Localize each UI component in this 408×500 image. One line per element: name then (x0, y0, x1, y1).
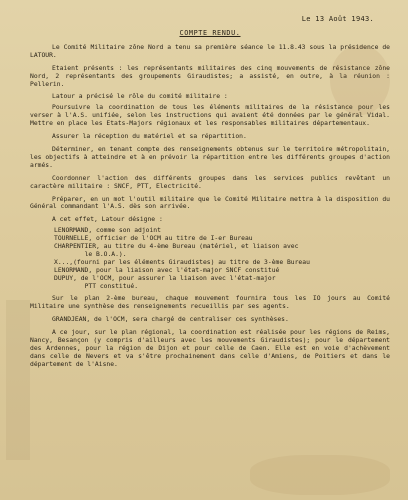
paper-stain (330, 45, 390, 115)
paragraph-second-bureau: Sur le plan 2-ème bureau, chaque mouvement fournira tous les IO jours au Comité Militaire une synthèse des renseignements recueillis par ses agents. (30, 295, 390, 311)
paragraph-military-tool: Préparer, en un mot l'outil militaire que le Comité Militaire mettra à la disposition du Général commandant l'A.S. dès son arrivée. (30, 195, 390, 211)
designation-list (54, 227, 390, 290)
list-item: TOURNELLE, officier de l'OCM au titre de I-er Bureau (54, 235, 253, 243)
paragraph-designation-heading: A cet effet, Latour désigne : (52, 216, 163, 224)
paragraph-regional: A ce jour, sur le plan régional, la coordination est réalisée pour les régions de Reims, Nancy, Besançon (y compris d'ailleurs avec les mouvements Giraudistes); pour le département des Ardennes, pour la région de Dijon et pour celle de Caen. Elle est en voie d'achèvement dans celle de Nevers et va s'être prochainement dans celle d'Amiens, de Poitiers et dans le département de l'Aisne. (30, 329, 390, 368)
paragraph-reception: Assurer la réception du matériel et sa répartition. (52, 133, 247, 141)
paragraph-coordination: Poursuivre la coordination de tous les éléments militaires de la résistance pour les verser à l'A.S. unifiée, selon les instructions qui avaient été données par le général Vidal. Mettre en place les Etats-Majors régionaux et les responsables militaires départementaux. (30, 104, 390, 128)
paragraph-grandjean: GRANDJEAN, de l'OCM, sera chargé de centraliser ces synthèses. (52, 316, 289, 324)
paper-stain (250, 455, 390, 495)
document-title: COMPTE RENDU. (179, 29, 241, 37)
document-date: Le 13 Août 1943. (301, 15, 374, 23)
list-item: X...,(fourni par les éléments Giraudistes) au titre de 3-ème Bureau (54, 258, 310, 266)
paragraph-intro: Le Comité Militaire zône Nord a tenu sa première séance le 11.8.43 sous la présidence de LATOUR. (30, 43, 390, 59)
list-item: LENORMAND, comme son adjoint (54, 227, 161, 235)
list-item: DUPUY, de l'OCM, pour assurer la liaison avec l'état-major PTT constitué. (54, 274, 276, 290)
list-item: LENORMAND, pour la liaison avec l'état-major SNCF constitué (54, 266, 280, 274)
list-item: CHARPENTIER, au titre du 4-ème Bureau (matériel, et liaison avec le B.O.A.). (54, 243, 299, 258)
paragraph-role-heading: Latour a précisé le rôle du comité militaire : (52, 93, 228, 101)
paragraph-public-services: Coordonner l'action des différents groupes dans les services publics revêtant un caractère militaire : SNCF, PTT, Electricité. (30, 174, 390, 190)
paper-stain (6, 300, 30, 460)
paragraph-objectives: Déterminer, en tenant compte des renseignements obtenus sur le territoire métropolitain, les objectifs à atteindre et à en prévoir la répartition entre les différents groupes d'action armés. (30, 145, 390, 169)
paragraph-attendees: Etaient présents : les représentants militaires des cinq mouvements de résistance zône Nord, 2 représentants des groupements Giraudistes; a assisté, en outre, à la réunion : Pellerin. (30, 64, 390, 88)
